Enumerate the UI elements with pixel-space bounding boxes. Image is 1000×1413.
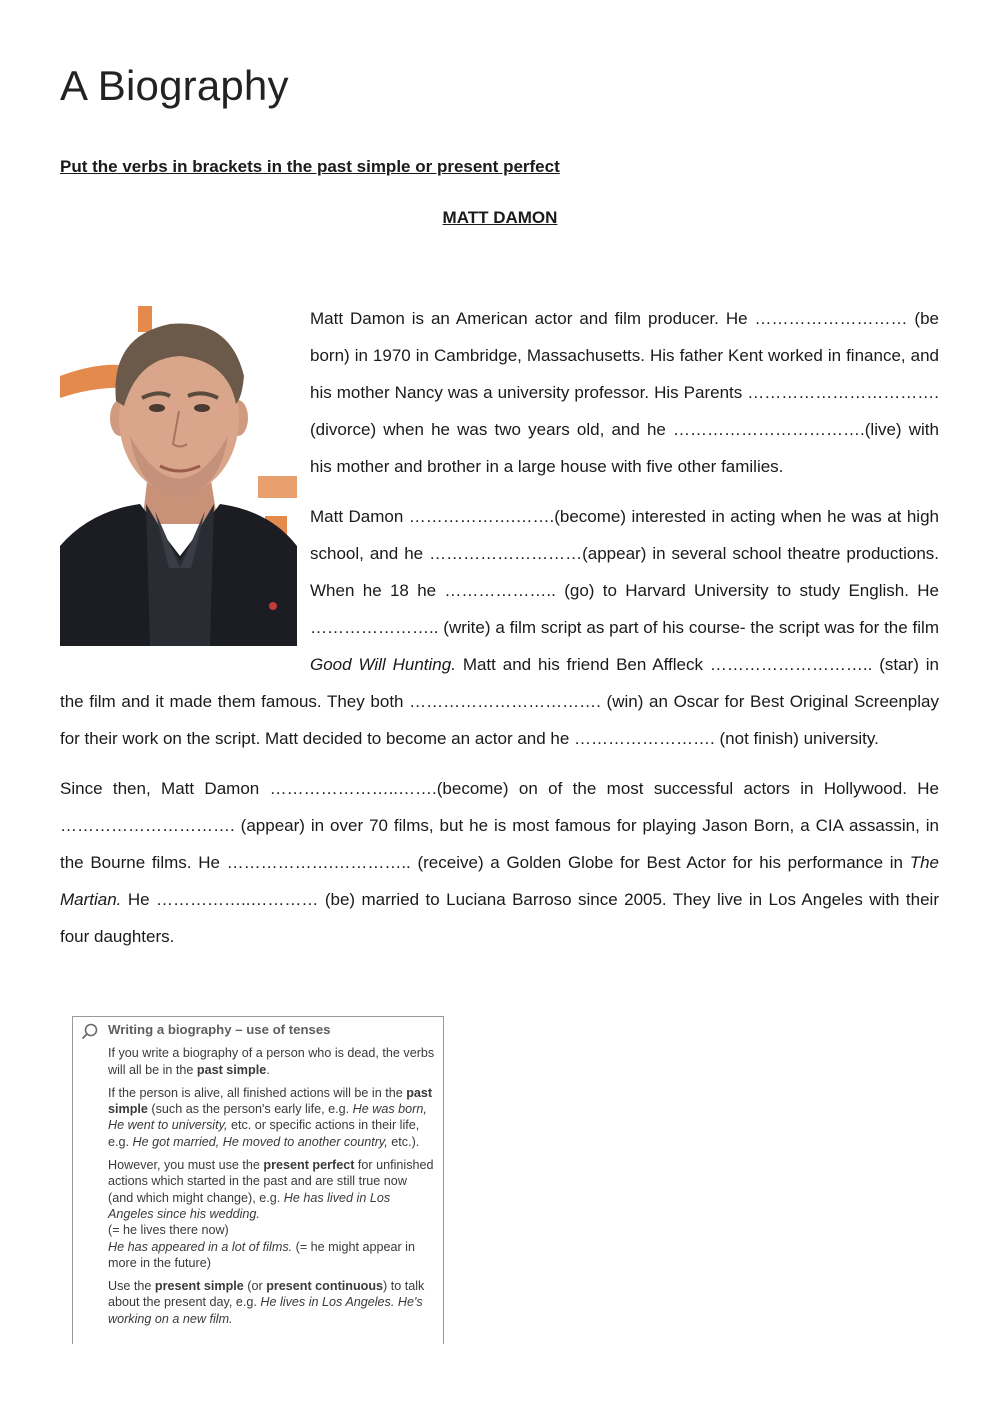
film-title-the-martian: The Martian.: [60, 853, 939, 909]
tip-example: He has appeared in a lot of films.: [108, 1239, 293, 1254]
tip-paragraph-3: [108, 1157, 435, 1271]
tip-text: However, you must use the: [108, 1158, 264, 1173]
tip-bold-term: past simple: [196, 1062, 267, 1077]
tip-bold-term: present simple: [154, 1279, 244, 1294]
exercise-instruction: Put the verbs in brackets in the past simple or present perfect: [60, 157, 560, 176]
tip-paragraph-4: [108, 1278, 435, 1327]
biography-paragraph-1: Matt Damon is an American actor and film producer. He ……………………… (be born) in 1970 in Cambridge, Massachusetts. His father Kent worked in finance, and his mother Nancy was a university professor. His Parents ……………………………. (divorce) when he was two years old, and he …………………………….(live) with his mother and brother in a large house with five other families.: [310, 309, 939, 476]
biography-subject: MATT DAMON: [442, 208, 558, 227]
tip-bold-term: past simple: [108, 1085, 433, 1117]
tip-text: .: [266, 1062, 270, 1077]
tip-text: (such as the person's early life, e.g.: [147, 1102, 353, 1117]
magnifier-icon: [81, 1023, 99, 1045]
tip-bold-term: present continuous: [266, 1279, 384, 1294]
tip-text: (or: [243, 1279, 267, 1294]
portrait-photo: [60, 306, 297, 646]
tip-paragraph-1: [108, 1045, 435, 1078]
biography-text: [60, 300, 939, 968]
tip-text: (= he might appear in more in the future): [108, 1239, 415, 1270]
tip-example: He was born, He went to university,: [108, 1102, 427, 1133]
paragraph-2-text: Matt Damon ……………….…….(become) interested in acting when he was at high school, and he ………………………(appear) in several school theatre productions. When he 18 he ……………….. (go) to Harvard University to study English. He ………………….. (write) a film script as part of his course- the script was for the film: [310, 507, 939, 637]
page-title: A Biography: [60, 62, 289, 109]
tip-paragraph-2: [108, 1085, 435, 1150]
tip-bold-term: present perfect: [263, 1158, 355, 1173]
film-title-good-will-hunting: Good Will Hunting.: [310, 655, 456, 674]
tip-text: etc. or specific actions in their life, e.g.: [108, 1118, 420, 1149]
tip-box-heading: Writing a biography – use of tenses: [108, 1022, 331, 1037]
paragraph-3-text: Since then, Matt Damon …………………..…….(become) on of the most successful actors in Hollywood. He …………………………. (appear) in over 70 films, but he is most famous for playing Jason Born, a CIA assassin, in the Bourne films. He ……………….………….. (receive) a Golden Globe for Best Actor for his performance in: [60, 779, 939, 872]
biography-paragraph-3: [60, 770, 939, 955]
tip-text: If you write a biography of a person who is dead, the verbs will all be in the: [108, 1046, 435, 1077]
paragraph-2-text-end: Matt and his friend Ben Affleck ……………………….. (star) in the film and it made them famous. They both ……………………………. (win) an Oscar for Best Original Screenplay for their work on the script. Matt decided to become an actor and he ……………………. (not finish) university.: [60, 655, 939, 748]
tip-example: He lives in Los Angeles. He's working on a new film.: [108, 1295, 423, 1326]
tip-text: If the person is alive, all finished actions will be in the: [108, 1085, 407, 1100]
tip-text: for unfinished actions which started in the past and are still true now (and which might change), e.g.: [108, 1158, 434, 1205]
tip-text: Use the: [108, 1279, 155, 1294]
tip-text: ) to talk about the present day, e.g.: [108, 1279, 425, 1310]
tip-text: (= he lives there now): [108, 1223, 229, 1238]
portrait-illustration: [60, 306, 297, 646]
tip-example: He has lived in Los Angeles since his wedding.: [108, 1190, 391, 1221]
tip-text: etc.).: [387, 1134, 420, 1149]
paragraph-3-text-end: He ……………..………… (be) married to Luciana Barroso since 2005. They live in Los Angeles with their four daughters.: [60, 890, 939, 946]
tip-example: He got married, He moved to another country,: [132, 1134, 388, 1149]
grammar-tip-box: [72, 1016, 444, 1344]
